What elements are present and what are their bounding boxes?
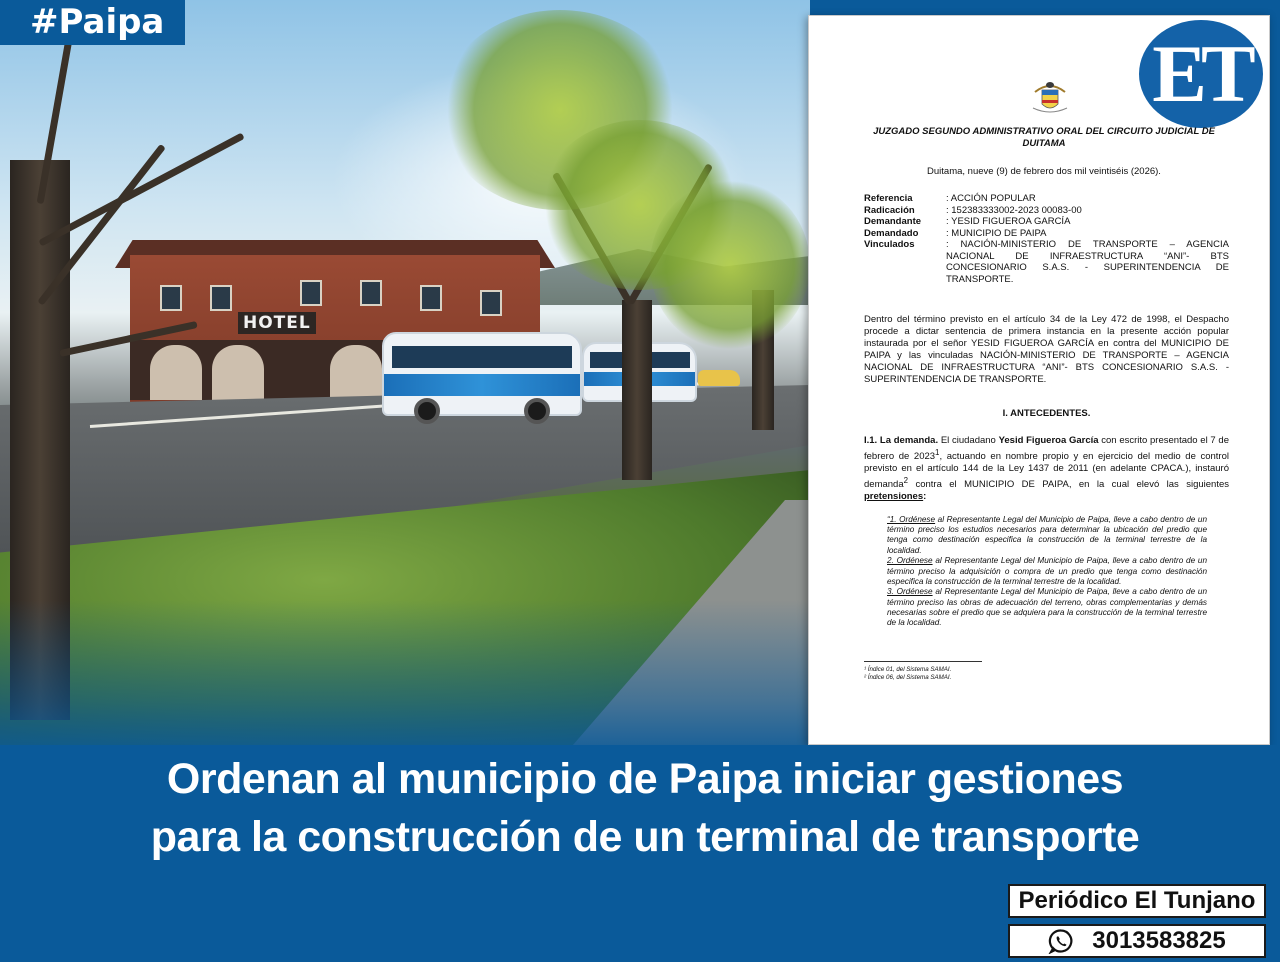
meta-row — [864, 205, 1229, 217]
street-photo — [0, 0, 810, 745]
tree-trunk — [622, 300, 652, 480]
demanda-text: con escrito presentado el 7 de febrero de 2023 — [864, 435, 1229, 463]
footnote-divider — [864, 661, 982, 662]
footnote-ref: 2 — [903, 476, 909, 486]
claim-text: al Representante Legal del Municipio de Paipa, lleve a cabo dentro de un término preciso las obras de adecuación del terreno, obras complementarias y demás necesarias sobre el predio que se adquiera para la construcción de la terminal terrestre de la localidad. — [887, 587, 1207, 628]
headline-line: Ordenan al municipio de Paipa iniciar gestiones — [166, 755, 1124, 803]
claim-number: “1. Ordénese — [887, 515, 936, 524]
demanda-text: contra el MUNICIPIO DE PAIPA, en la cual elevó las siguientes — [908, 479, 1229, 491]
building-window — [210, 285, 232, 311]
meta-row — [864, 239, 1229, 285]
whatsapp-icon — [1048, 928, 1074, 954]
claim-number: 2. Ordénese — [887, 556, 933, 566]
meta-value: : NACIÓN-MINISTERIO DE TRANSPORTE – AGENCIA NACIONAL DE INFRAESTRUCTURA “ANI”- BTS CONCESIONARIO S.A.S. - SUPERINTENDENCIA DE TRANSPORTE. — [946, 239, 1229, 285]
bus-windows — [392, 346, 572, 368]
intro-paragraph: Dentro del término previsto en el artículo 34 de la Ley 472 de 1998, el Despacho procede a dictar sentencia de primera instancia en la presente acción popular instaurada por el señor YESID FIGUEROA GARCÍA en contra del MUNICIPIO DE PAIPA y las vinculadas NACIÓN-MINISTERIO DE TRANSPORTE – AGENCIA NACIONAL DE INFRAESTRUCTURA “ANI”- BTS CONCESIONARIO S.A.S. - SUPERINTENDENCIA DE TRANSPORTE. — [864, 314, 1229, 385]
taxi-car — [698, 370, 740, 386]
document-date: Duitama, nueve (9) de febrero dos mil veintiséis (2026). — [927, 166, 1161, 177]
court-name: JUZGADO SEGUNDO ADMINISTRATIVO ORAL DEL CIRCUITO JUDICIAL DE DUITAMA — [873, 126, 1215, 149]
et-logo: ET — [1139, 20, 1263, 128]
meta-key: Demandante — [864, 216, 922, 227]
claim-number: 3. Ordénese — [887, 587, 933, 597]
meta-value: : YESID FIGUEROA GARCÍA — [946, 216, 1071, 227]
meta-key: Referencia — [864, 193, 913, 204]
meta-key: Vinculados — [864, 239, 915, 250]
footnotes — [864, 666, 951, 682]
colombia-crest-icon — [1025, 78, 1075, 118]
claim-item — [887, 515, 1207, 556]
footnote: ¹ Índice 01, del Sistema SAMAI. — [864, 666, 952, 673]
phone-number: 3013583825 — [1092, 927, 1226, 954]
meta-value: : MUNICIPIO DE PAIPA — [946, 227, 1047, 239]
meta-value: : 152383333002-2023 00083-00 — [946, 204, 1082, 216]
building-window — [160, 285, 182, 311]
demanda-text: El ciudadano — [938, 435, 999, 446]
demanda-text: , actuando en nombre propio y en ejercicio del medio de control previsto en el artículo 144 de la Ley 1437 de 2011 (en adelante CPACA.), instauró demanda — [864, 451, 1229, 491]
meta-row — [864, 193, 1229, 205]
case-metadata — [864, 193, 1229, 285]
demanda-colon: : — [923, 491, 927, 503]
court-document — [808, 15, 1270, 745]
demanda-lead: I.1. La demanda. — [864, 435, 939, 446]
claim-item — [887, 556, 1207, 587]
bus-stripe — [384, 374, 580, 396]
tree-foliage — [650, 180, 810, 350]
meta-row — [864, 216, 1229, 228]
photo-fade — [0, 600, 810, 745]
headline-line: para la construcción de un terminal de transporte — [150, 813, 1140, 861]
headline — [0, 750, 1280, 866]
arch — [330, 345, 382, 400]
bus-wheel — [414, 398, 440, 424]
plaintiff-name: Yesid Figueroa García — [998, 435, 1099, 446]
building-window — [360, 280, 382, 306]
claim-text: al Representante Legal del Municipio de Paipa, lleve a cabo dentro de un término preciso los estudios necesarios para determinar la ubicación del predio que tenga como destinación especifica la construcción de la terminal terrestre de la localidad. — [887, 515, 1207, 555]
hotel-sign: HOTEL — [238, 312, 316, 334]
claim-text: al Representante Legal del Municipio de Paipa, lleve a cabo dentro de un término preciso la adquisición o compra de un predio que tenga como destinación especifica la construcción de la terminal terrestre de la localidad. — [887, 556, 1207, 586]
meta-row — [864, 228, 1229, 240]
pretensiones-word: pretensiones — [864, 491, 924, 503]
bus-wheel — [524, 398, 550, 424]
arch — [212, 345, 264, 400]
building-window — [480, 290, 502, 316]
building-window — [300, 280, 322, 306]
publisher-name: Periódico El Tunjano — [1008, 884, 1266, 918]
meta-key: Demandado — [864, 227, 919, 239]
section-title: I. ANTECEDENTES. — [1002, 408, 1091, 419]
hashtag-label: #Paipa — [0, 0, 185, 45]
meta-key: Radicación — [864, 204, 915, 216]
footnote-ref: 1 — [935, 448, 940, 457]
claims-list — [887, 515, 1207, 629]
building-window — [420, 285, 442, 311]
demanda-paragraph — [864, 435, 1229, 503]
meta-value: : ACCIÓN POPULAR — [946, 193, 1036, 204]
footnote: ² Índice 06, del Sistema SAMAI. — [864, 674, 952, 681]
claim-item — [887, 587, 1207, 628]
contact-phone — [1008, 924, 1266, 958]
bus — [382, 332, 582, 416]
arch — [150, 345, 202, 400]
